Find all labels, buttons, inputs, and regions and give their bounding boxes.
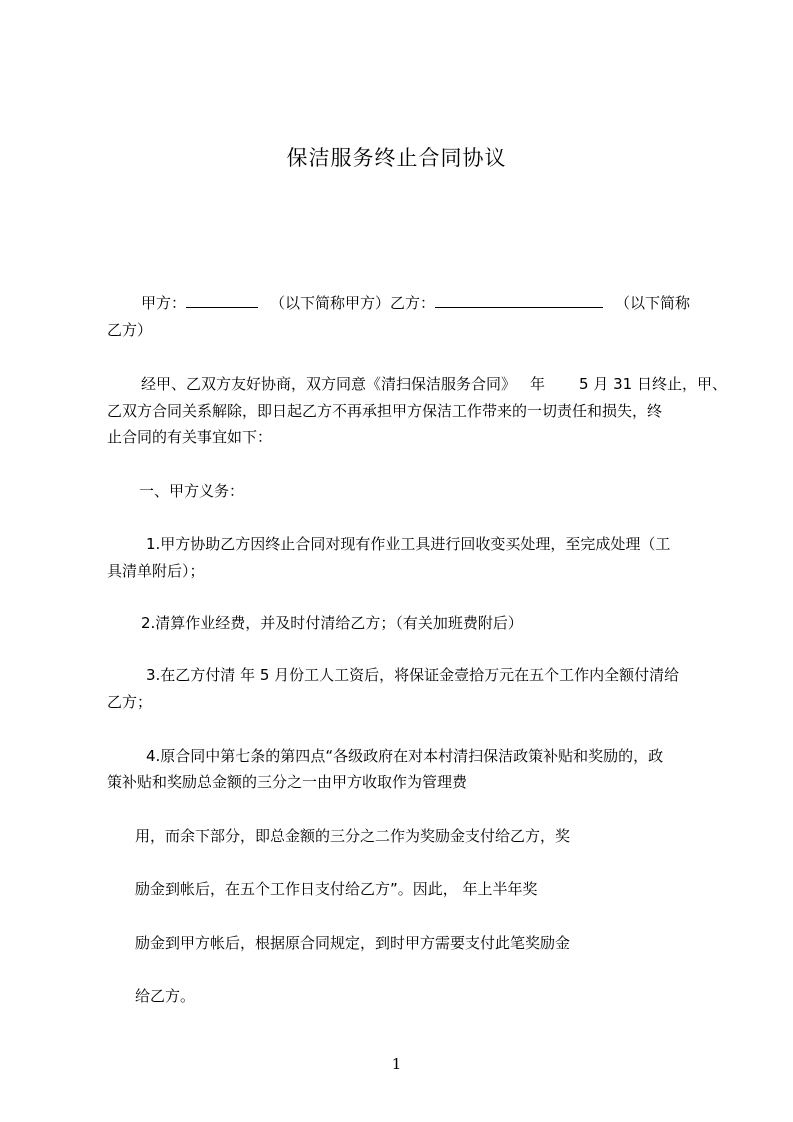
party-a-label: 甲方： [141, 294, 187, 312]
parties-line [141, 292, 690, 313]
intro-date: 5 月 31 日终止，甲、 [579, 375, 727, 393]
party-a-blank [186, 292, 258, 308]
item-3-line-1: 3.在乙方付清 年 5 月份工人工资后，将保证金壹拾万元在五个工作内全额付清给 [146, 666, 680, 684]
party-a-note: （以下简称甲方） [270, 294, 391, 312]
item-2-line-1: 2.清算作业经费，并及时付清给乙方；（有关加班费附后） [141, 614, 523, 632]
party-b-note-end: 乙方） [107, 321, 153, 339]
party-b-label: 乙方： [390, 294, 436, 312]
section-heading-party-a-duties: 一、甲方义务： [139, 482, 245, 500]
intro-line-3: 止合同的有关事宜如下： [107, 428, 273, 446]
item-1-line-2: 具清单附后）； [107, 562, 205, 580]
item-1-line-1: 1.甲方协助乙方因终止合同对现有作业工具进行回收变买处理，至完成处理（工 [146, 535, 671, 553]
intro-line-2: 乙双方合同关系解除，即日起乙方不再承担甲方保洁工作带来的一切责任和损失，终 [107, 402, 663, 420]
item-3-line-2: 乙方； [107, 693, 153, 711]
item-4-line-6: 给乙方。 [135, 987, 196, 1005]
item-4-line-4: 励金到帐后，在五个工作日支付给乙方”。因此， 年上半年奖 [135, 880, 538, 898]
page-title: 保洁服务终止合同协议 [286, 146, 507, 170]
intro-year: 年 [530, 375, 546, 393]
item-4-line-2: 策补贴和奖励总金额的三分之一由甲方收取作为管理费 [107, 773, 468, 791]
party-b-blank [435, 292, 603, 308]
page-number: 1 [391, 1055, 402, 1073]
intro-text-a: 经甲、乙双方友好协商，双方同意《清扫保洁服务合同》 [141, 375, 517, 393]
item-4-line-5: 励金到甲方帐后，根据原合同规定，到时甲方需要支付此笔奖励金 [135, 934, 571, 952]
intro-line-1 [141, 373, 727, 394]
party-b-note: （以下简称 [615, 294, 691, 312]
item-4-line-3: 用，而余下部分，即总金额的三分之二作为奖励金支付给乙方，奖 [135, 827, 571, 845]
item-4-line-1: 4.原合同中第七条的第四点“各级政府在对本村清扫保洁政策补贴和奖励的，政 [146, 747, 664, 765]
